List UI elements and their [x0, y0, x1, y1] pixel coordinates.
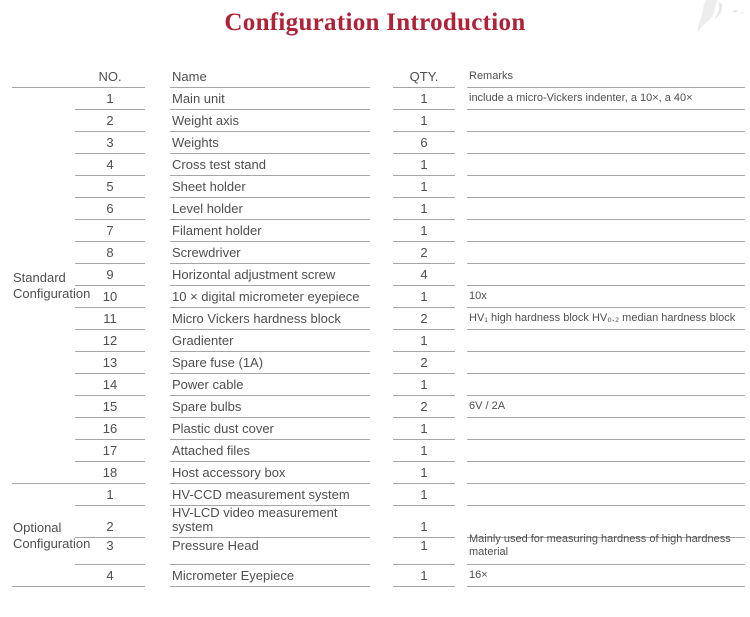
column-gap: [145, 154, 170, 176]
column-gap: [370, 462, 393, 484]
row-remarks: Mainly used for measuring hardness of high hardness material: [467, 528, 745, 565]
column-gap: [370, 308, 393, 330]
column-gap: [455, 528, 467, 565]
table-row: [12, 264, 745, 286]
section-optional: [12, 484, 745, 587]
table-row: [12, 220, 745, 242]
column-gap: [145, 396, 170, 418]
table-row: [12, 418, 745, 440]
group-label-cell: [12, 462, 75, 484]
column-gap: [145, 484, 170, 506]
row-no: 17: [75, 440, 145, 462]
row-name: Gradienter: [170, 330, 370, 352]
row-no: 5: [75, 176, 145, 198]
column-gap: [145, 528, 170, 565]
column-gap: [145, 110, 170, 132]
row-name: Attached files: [170, 440, 370, 462]
row-qty: 1: [393, 330, 455, 352]
column-gap: [455, 374, 467, 396]
column-gap: [455, 88, 467, 110]
row-qty: 2: [393, 308, 455, 330]
group-label-cell: [12, 62, 75, 88]
table-row: [12, 198, 745, 220]
row-name: Plastic dust cover: [170, 418, 370, 440]
column-gap: [455, 396, 467, 418]
table-row: [12, 462, 745, 484]
row-remarks: [467, 330, 745, 352]
table-row: [12, 308, 745, 330]
table-row: [12, 505, 745, 534]
row-qty: 1: [393, 88, 455, 110]
column-gap: [145, 440, 170, 462]
row-qty: 4: [393, 264, 455, 286]
column-gap: [455, 462, 467, 484]
row-qty: 1: [393, 462, 455, 484]
row-no: 18: [75, 462, 145, 484]
row-qty: 1: [393, 565, 455, 587]
row-qty: 1: [393, 220, 455, 242]
row-remarks: [467, 220, 745, 242]
group-label-cell: [12, 286, 75, 308]
row-remarks: [467, 440, 745, 462]
group-label-cell: [12, 396, 75, 418]
column-gap: [455, 220, 467, 242]
column-gap: [145, 286, 170, 308]
row-remarks: [467, 352, 745, 374]
row-remarks: [467, 132, 745, 154]
row-no: 4: [75, 154, 145, 176]
column-gap: [145, 308, 170, 330]
row-name: Main unit: [170, 88, 370, 110]
group-label-cell: [12, 352, 75, 374]
column-gap: [455, 110, 467, 132]
column-gap: [145, 62, 170, 88]
page-title: Configuration Introduction: [224, 9, 526, 36]
col-header-remarks: Remarks: [467, 62, 745, 88]
group-label-cell: [12, 264, 75, 286]
column-gap: [370, 132, 393, 154]
group-label-cell: [12, 330, 75, 352]
row-qty: 1: [393, 374, 455, 396]
column-gap: [455, 176, 467, 198]
column-gap: [455, 565, 467, 587]
column-gap: [370, 330, 393, 352]
row-remarks: [467, 198, 745, 220]
row-no: 7: [75, 220, 145, 242]
column-gap: [455, 440, 467, 462]
row-name: HV-CCD measurement system: [170, 484, 370, 506]
row-qty: 1: [393, 528, 455, 565]
group-label-cell: [12, 176, 75, 198]
row-qty: 1: [393, 440, 455, 462]
row-no: 15: [75, 396, 145, 418]
column-gap: [370, 528, 393, 565]
row-name: Level holder: [170, 198, 370, 220]
table-row: [12, 440, 745, 462]
row-name: Host accessory box: [170, 462, 370, 484]
table-row: [12, 396, 745, 418]
table-row: [12, 330, 745, 352]
column-gap: [370, 62, 393, 88]
section-label: Optional Configuration: [13, 519, 91, 551]
row-no: 16: [75, 418, 145, 440]
column-gap: [145, 418, 170, 440]
group-label-cell: [12, 528, 75, 565]
row-no: 11: [75, 308, 145, 330]
row-name: Spare fuse (1A): [170, 352, 370, 374]
column-gap: [455, 484, 467, 506]
column-gap: [370, 286, 393, 308]
row-no: 12: [75, 330, 145, 352]
row-remarks: [467, 242, 745, 264]
row-no: 1: [75, 484, 145, 506]
column-gap: [370, 484, 393, 506]
column-gap: [145, 264, 170, 286]
row-qty: 2: [393, 242, 455, 264]
row-remarks: [467, 176, 745, 198]
column-gap: [145, 462, 170, 484]
row-no: 9: [75, 264, 145, 286]
row-qty: 1: [393, 176, 455, 198]
column-gap: [145, 132, 170, 154]
column-gap: [455, 132, 467, 154]
row-remarks: [467, 154, 745, 176]
column-gap: [370, 242, 393, 264]
table-row: [12, 484, 745, 506]
row-remarks: [467, 110, 745, 132]
column-gap: [370, 110, 393, 132]
row-remarks: [467, 418, 745, 440]
col-header-qty: QTY.: [393, 62, 455, 88]
row-name: Weights: [170, 132, 370, 154]
group-label-cell: [12, 110, 75, 132]
row-remarks: [467, 462, 745, 484]
row-qty: 1: [393, 418, 455, 440]
row-no: 2: [75, 110, 145, 132]
row-name: Pressure Head: [170, 528, 370, 565]
column-gap: [455, 154, 467, 176]
row-no: 10: [75, 286, 145, 308]
row-no: 1: [75, 88, 145, 110]
table-row: [12, 242, 745, 264]
column-gap: [370, 88, 393, 110]
column-gap: [370, 374, 393, 396]
row-no: 2: [75, 506, 145, 538]
table-row: [12, 565, 745, 587]
row-name: Horizontal adjustment screw: [170, 264, 370, 286]
row-name: HV-LCD video measurement system: [170, 506, 370, 538]
column-gap: [145, 374, 170, 396]
group-label-cell: [12, 440, 75, 462]
column-gap: [370, 220, 393, 242]
column-gap: [370, 154, 393, 176]
column-gap: [145, 352, 170, 374]
group-label-cell: [12, 484, 75, 506]
table-row: [12, 132, 745, 154]
column-gap: [370, 264, 393, 286]
row-remarks: 16×: [467, 565, 745, 587]
row-qty: 1: [393, 110, 455, 132]
row-name: Sheet holder: [170, 176, 370, 198]
section-label: Standard Configuration: [13, 270, 91, 301]
column-gap: [370, 565, 393, 587]
row-name: Power cable: [170, 374, 370, 396]
row-qty: 1: [393, 484, 455, 506]
row-name: Spare bulbs: [170, 396, 370, 418]
table-row: [12, 176, 745, 198]
row-name: Micrometer Eyepiece: [170, 565, 370, 587]
group-label-cell: [12, 198, 75, 220]
table-row: [12, 110, 745, 132]
row-qty: 1: [393, 506, 455, 538]
row-qty: 2: [393, 352, 455, 374]
table-row: [12, 352, 745, 374]
row-remarks: HV₁ high hardness block HV₀.₂ median hardness block: [467, 308, 745, 330]
row-qty: 1: [393, 198, 455, 220]
column-gap: [370, 440, 393, 462]
table-row: [12, 286, 745, 308]
column-gap: [370, 418, 393, 440]
row-name: Weight axis: [170, 110, 370, 132]
row-remarks: [467, 264, 745, 286]
row-qty: 2: [393, 396, 455, 418]
column-gap: [455, 264, 467, 286]
row-remarks: [467, 484, 745, 506]
table-row: [12, 154, 745, 176]
column-gap: [455, 286, 467, 308]
section-standard: [12, 88, 745, 484]
group-label-cell: [12, 220, 75, 242]
row-name: Cross test stand: [170, 154, 370, 176]
row-qty: 6: [393, 132, 455, 154]
group-label-cell: [12, 565, 75, 587]
row-no: 8: [75, 242, 145, 264]
column-gap: [455, 308, 467, 330]
table-row: [12, 88, 745, 110]
table-row: [12, 528, 745, 565]
row-name: 10 × digital micrometer eyepiece: [170, 286, 370, 308]
row-remarks: [467, 374, 745, 396]
column-gap: [370, 176, 393, 198]
row-remarks: 6V / 2A: [467, 396, 745, 418]
row-name: Screwdriver: [170, 242, 370, 264]
group-label-cell: [12, 418, 75, 440]
column-gap: [145, 565, 170, 587]
column-gap: [370, 198, 393, 220]
column-gap: [455, 352, 467, 374]
column-gap: [145, 330, 170, 352]
row-qty: 1: [393, 154, 455, 176]
col-header-name: Name: [170, 62, 370, 88]
group-label-cell: [12, 242, 75, 264]
column-gap: [455, 330, 467, 352]
col-header-no: NO.: [75, 62, 145, 88]
row-qty: 1: [393, 286, 455, 308]
row-no: 4: [75, 565, 145, 587]
group-label-cell: [12, 308, 75, 330]
column-gap: [370, 396, 393, 418]
column-gap: [455, 198, 467, 220]
row-remarks: 10x: [467, 286, 745, 308]
column-gap: [145, 88, 170, 110]
row-no: 14: [75, 374, 145, 396]
column-gap: [145, 176, 170, 198]
row-name: Filament holder: [170, 220, 370, 242]
column-gap: [455, 242, 467, 264]
column-gap: [455, 418, 467, 440]
column-gap: [455, 62, 467, 88]
column-gap: [145, 198, 170, 220]
column-gap: [145, 242, 170, 264]
column-gap: [370, 352, 393, 374]
row-no: 13: [75, 352, 145, 374]
group-label-cell: [12, 132, 75, 154]
group-label-cell: [12, 88, 75, 110]
column-gap: [145, 220, 170, 242]
group-label-cell: [12, 154, 75, 176]
config-table: [12, 62, 745, 587]
table-header-row: [12, 62, 745, 88]
row-name: Micro Vickers hardness block: [170, 308, 370, 330]
row-no: 3: [75, 528, 145, 565]
row-no: 6: [75, 198, 145, 220]
watermark-logo: [688, 0, 750, 50]
table-row: [12, 374, 745, 396]
row-no: 3: [75, 132, 145, 154]
row-remarks: include a micro-Vickers indenter, a 10×, a 40×: [467, 88, 745, 110]
group-label-cell: [12, 374, 75, 396]
